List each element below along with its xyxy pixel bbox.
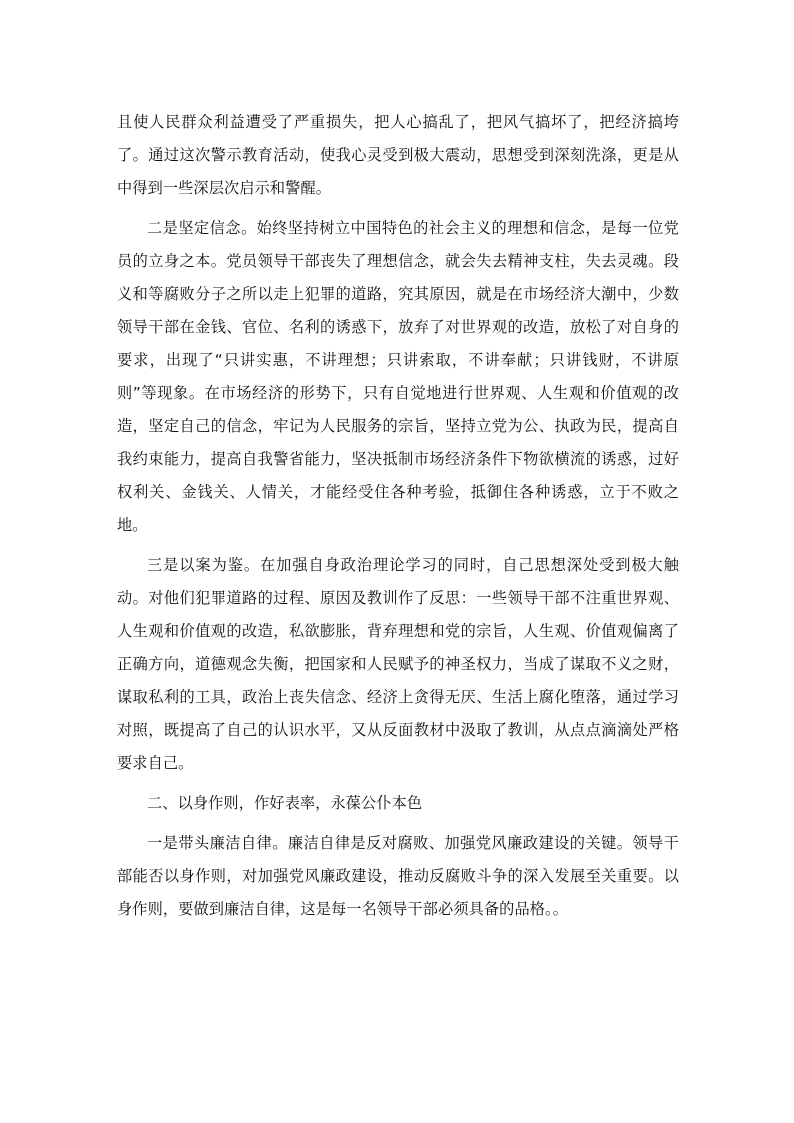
paragraph-3: 三是以案为鉴。在加强自身政治理论学习的同时，自己思想深处受到极大触动。对他们犯罪道路的过程、原因及教训作了反思：一些领导干部不注重世界观、人生观和价值观的改造，私欲膨胀，背弃理想和党的宗旨，人生观、价值观偏离了正确方向，道德观念失衡，把国家和人民赋予的神圣权力，当成了谋取不义之财，谋取私利的工具，政治上丧失信念、经济上贪得无厌、生活上腐化堕落，通过学习对照，既提高了自己的认识水平，又从反面教材中汲取了教训，从点点滴滴处严格要求自己。 <box>117 556 679 772</box>
paragraph-2: 二是坚定信念。始终坚持树立中国特色的社会主义的理想和信念，是每一位党员的立身之本。党员领导干部丧失了理想信念，就会失去精神支柱，失去灵魂。段义和等腐败分子之所以走上犯罪的道路，究其原因，就是在市场经济大潮中，少数领导干部在金钱、官位、名利的诱惑下，放弃了对世界观的改造，放松了对自身的要求，出现了“只讲实惠，不讲理想；只讲索取，不讲奉献；只讲钱财，不讲原则”等现象。在市场经济的形势下，只有自觉地进行世界观、人生观和价值观的改造，坚定自己的信念，牢记为人民服务的宗旨，坚持立党为公、执政为民，提高自我约束能力，提高自我警省能力，坚决抵制市场经济条件下物欲横流的诱惑，过好权利关、金钱关、人情关，才能经受住各种考验，抵御住各种诱惑，立于不败之地。 <box>117 219 679 534</box>
paragraph-1: 且使人民群众利益遭受了严重损失，把人心搞乱了，把风气搞坏了，把经济搞垮了。通过这次警示教育活动，使我心灵受到极大震动，思想受到深刻洗涤，更是从中得到一些深层次启示和警醒。 <box>117 113 679 197</box>
paragraph-4: 一是带头廉洁自律。廉洁自律是反对腐败、加强党风廉政建设的关键。领导干部能否以身作则，对加强党风廉政建设，推动反腐败斗争的深入发展至关重要。以身作则，要做到廉洁自律，这是每一名领导干部必须具备的品格。。 <box>117 834 679 918</box>
document-page <box>117 106 679 926</box>
section-heading: 二、以身作则，作好表率，永葆公仆本色 <box>147 794 423 812</box>
